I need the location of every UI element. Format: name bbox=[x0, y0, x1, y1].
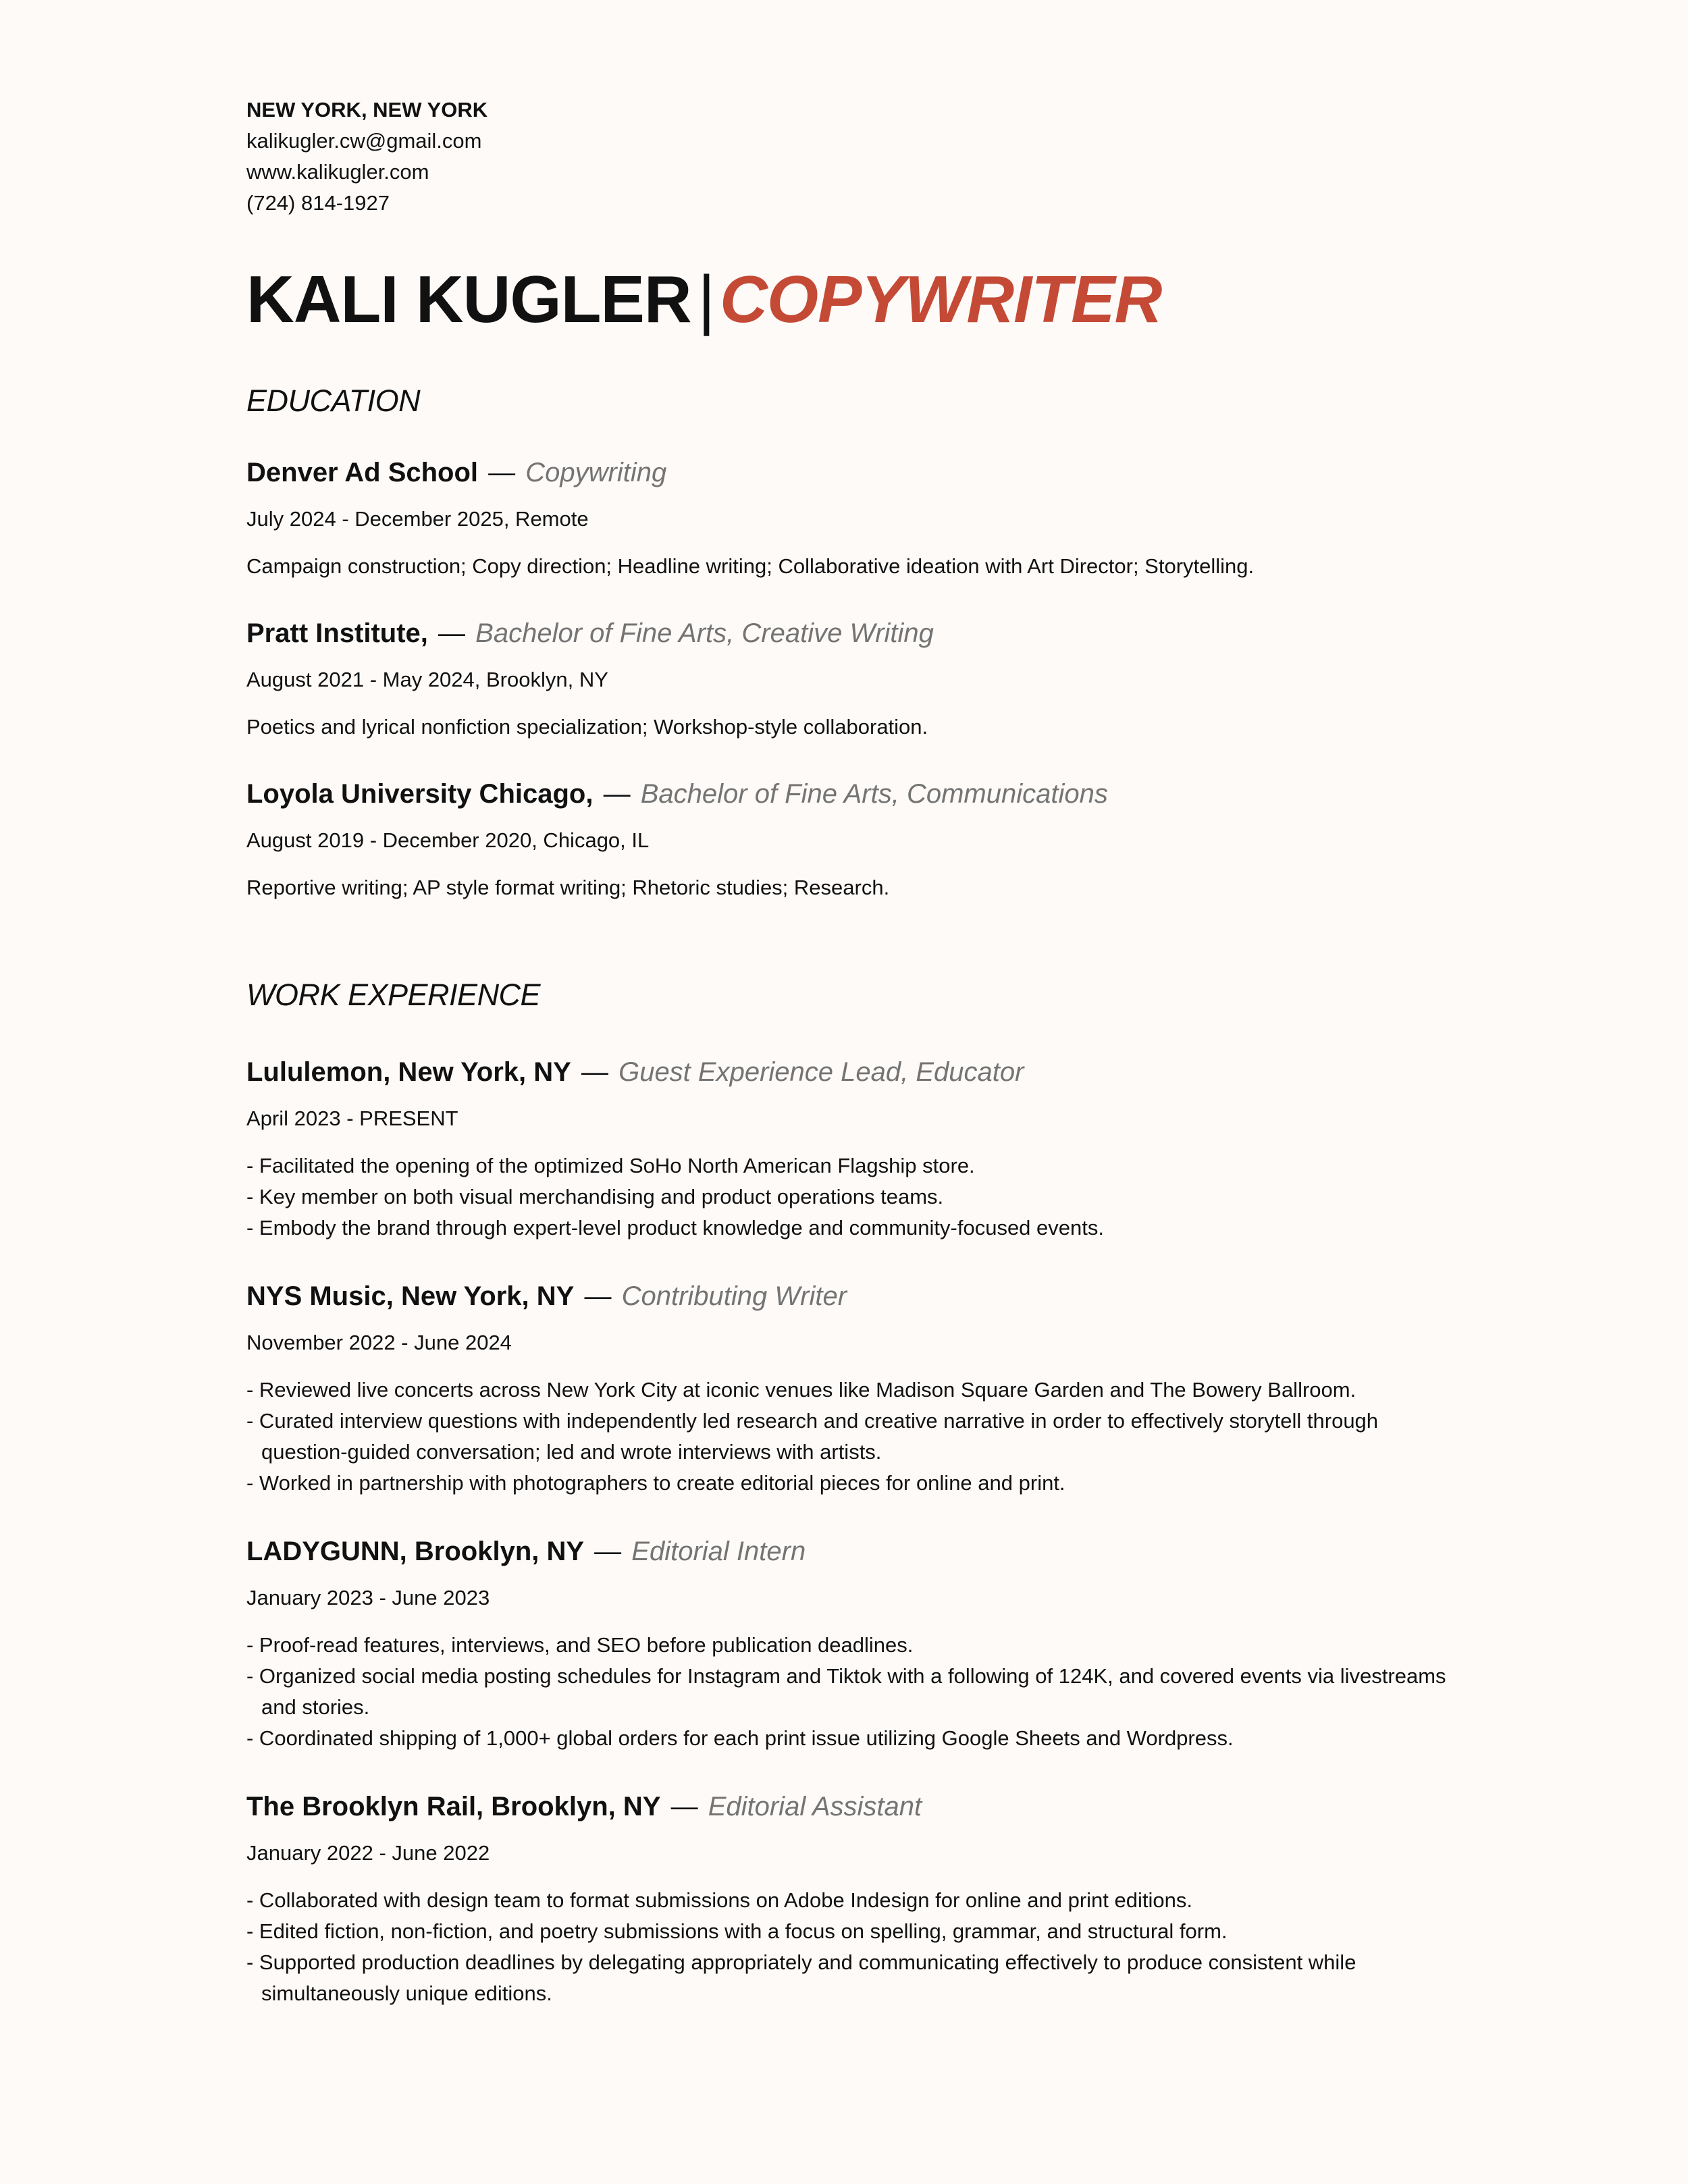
entry-date: August 2019 - December 2020, Chicago, IL bbox=[246, 828, 650, 852]
contact-website[interactable]: www.kalikugler.com bbox=[246, 160, 429, 184]
employer-name: The Brooklyn Rail, Brooklyn, NY bbox=[246, 1792, 661, 1821]
bullet-item: - Proof-read features, interviews, and SEO before publication deadlines. bbox=[246, 1633, 914, 1657]
bullet-item: - Coordinated shipping of 1,000+ global orders for each print issue utilizing Google Sheets and Wordpress. bbox=[246, 1726, 1234, 1750]
bullet-item: - Edited fiction, non-fiction, and poetry submissions with a focus on spelling, grammar, and structural form. bbox=[246, 1919, 1228, 1943]
work-experience-heading: WORK EXPERIENCE bbox=[246, 978, 541, 1012]
bullet-item: - Reviewed live concerts across New York City at iconic venues like Madison Square Garden and The Bowery Ballroom. bbox=[246, 1378, 1356, 1402]
bullet-item: - Key member on both visual merchandising and product operations teams. bbox=[246, 1185, 944, 1208]
bullet-item: - Facilitated the opening of the optimized SoHo North American Flagship store. bbox=[246, 1154, 975, 1177]
entry-description: Reportive writing; AP style format writing; Rhetoric studies; Research. bbox=[246, 876, 890, 899]
bullet-item: - Organized social media posting schedules for Instagram and Tiktok with a following of 124K, and covered events via livestreams and stories. bbox=[246, 1664, 1446, 1719]
program-name: Bachelor of Fine Arts, Communications bbox=[640, 779, 1108, 809]
entry-heading bbox=[246, 1534, 1502, 1569]
entry-date: November 2022 - June 2024 bbox=[246, 1331, 512, 1354]
entry-heading bbox=[246, 1055, 1502, 1090]
program-name: Copywriting bbox=[525, 458, 667, 487]
entry-date: April 2023 - PRESENT bbox=[246, 1107, 458, 1130]
bullet-item: - Embody the brand through expert-level product knowledge and community-focused events. bbox=[246, 1216, 1104, 1240]
heading-dash: — bbox=[584, 1281, 612, 1311]
entry-date: January 2023 - June 2023 bbox=[246, 1586, 490, 1609]
entry-heading bbox=[246, 1789, 1502, 1824]
bullet-list bbox=[246, 1150, 1502, 1244]
employer-name: LADYGUNN, Brooklyn, NY bbox=[246, 1537, 585, 1566]
institution-name: Denver Ad School bbox=[246, 458, 479, 487]
entry-description: Poetics and lyrical nonfiction specialization; Workshop-style collaboration. bbox=[246, 715, 928, 739]
work-entry bbox=[246, 1055, 1502, 1244]
heading-dash: — bbox=[603, 779, 631, 809]
education-entry bbox=[246, 616, 1502, 743]
bullet-item: - Curated interview questions with independently led research and creative narrative in order to effectively storytell through question-guided conversation; led and wrote interviews with artists. bbox=[246, 1409, 1379, 1464]
job-title: Guest Experience Lead, Educator bbox=[618, 1057, 1024, 1087]
education-entry bbox=[246, 455, 1502, 582]
bullet-list bbox=[246, 1885, 1502, 2009]
entry-description: Campaign construction; Copy direction; Headline writing; Collaborative ideation with Art Director; Storytelling. bbox=[246, 554, 1255, 578]
title-separator: | bbox=[697, 262, 715, 336]
employer-name: NYS Music, New York, NY bbox=[246, 1281, 575, 1311]
entry-heading bbox=[246, 616, 1502, 651]
employer-name: Lululemon, New York, NY bbox=[246, 1057, 571, 1087]
contact-block bbox=[246, 95, 1502, 219]
entry-date: August 2021 - May 2024, Brooklyn, NY bbox=[246, 668, 608, 691]
heading-dash: — bbox=[488, 458, 516, 487]
work-entry bbox=[246, 1789, 1502, 2009]
heading-dash: — bbox=[581, 1057, 608, 1087]
entry-heading bbox=[246, 455, 1502, 490]
job-title: Contributing Writer bbox=[621, 1281, 847, 1311]
bullet-item: - Collaborated with design team to format submissions on Adobe Indesign for online and print editions. bbox=[246, 1888, 1192, 1912]
resume-page bbox=[246, 95, 1502, 2020]
entry-heading bbox=[246, 776, 1502, 811]
contact-email[interactable]: kalikugler.cw@gmail.com bbox=[246, 129, 482, 153]
bullet-list bbox=[246, 1375, 1502, 1499]
heading-dash: — bbox=[670, 1792, 698, 1821]
institution-name: Pratt Institute, bbox=[246, 618, 428, 648]
contact-city: NEW YORK, NEW YORK bbox=[246, 98, 488, 122]
bullet-item: - Supported production deadlines by delegating appropriately and communicating effectively to produce consistent while simultaneously unique editions. bbox=[246, 1950, 1356, 2005]
role-heading: COPYWRITER bbox=[720, 262, 1162, 336]
work-entry bbox=[246, 1534, 1502, 1754]
heading-dash: — bbox=[438, 618, 466, 648]
entry-heading bbox=[246, 1279, 1502, 1314]
education-heading: EDUCATION bbox=[246, 383, 421, 418]
name-heading: KALI KUGLER bbox=[246, 262, 691, 336]
entry-date: July 2024 - December 2025, Remote bbox=[246, 507, 589, 531]
entry-date: January 2022 - June 2022 bbox=[246, 1841, 490, 1865]
bullet-item: - Worked in partnership with photographers to create editorial pieces for online and print. bbox=[246, 1471, 1065, 1495]
work-entry bbox=[246, 1279, 1502, 1499]
institution-name: Loyola University Chicago, bbox=[246, 779, 594, 809]
heading-dash: — bbox=[594, 1537, 622, 1566]
page-title bbox=[246, 262, 1502, 336]
bullet-list bbox=[246, 1630, 1502, 1754]
contact-phone: (724) 814-1927 bbox=[246, 191, 390, 215]
education-entry bbox=[246, 776, 1502, 903]
job-title: Editorial Intern bbox=[631, 1537, 806, 1566]
program-name: Bachelor of Fine Arts, Creative Writing bbox=[475, 618, 934, 648]
job-title: Editorial Assistant bbox=[708, 1792, 922, 1821]
